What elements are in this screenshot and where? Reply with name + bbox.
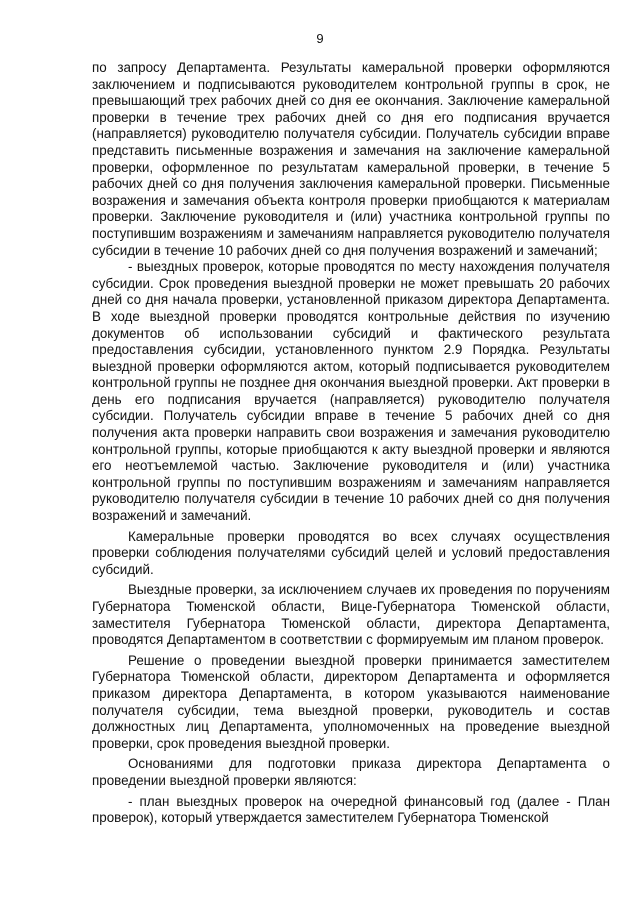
paragraph-onsite-inspections: - выездных проверок, которые проводятся по месту нахождения получателя субсидии. Срок проведения выездной проверки не может превышать 20 рабочих дней со дня начала проверки, установленной приказом директора Департамента. В ходе выездной проверки проводятся контрольные действия по изучению документов об использовании субсидий и фактического результата предоставления субсидии, установленного пунктом 2.9 Порядка. Результаты выездной проверки оформляются актом, который подписывается руководителем контрольной группы не позднее дня окончания выездной проверки. Акт проверки в день его подписания вручается (направляется) руководителю получателя субсидии. Получатель субсидии вправе в течение 5 рабочих дней со дня получения акта проверки направить свои возражения и замечания руководителю контрольной группы, которые приобщаются к акту выездной проверки и являются его неотъемлемой частью. Заключение руководителя и (или) участника контрольной группы по поступившим возражениям и замечаниям направляется руководителю получателя субсидии в течение 10 рабочих дней со дня получения возражений и замечаний. (92, 259, 611, 524)
page-number: 9 (316, 31, 324, 46)
paragraph-onsite-exceptions: Выездные проверки, за исключением случаев их проведения по поручениям Губернатора Тюменской области, Вице-Губернатора Тюменской области, заместителя Губернатора Тюменской области, директора Департамента, проводятся Департаментом в соответствии с формируемым им планом проверок. (92, 582, 610, 648)
paragraph-continuation: по запросу Департамента. Результаты камеральной проверки оформляются заключением и подписываются руководителем контрольной группы в срок, не превышающий трех рабочих дней со дня ее окончания. Заключение камеральной проверки в течение трех рабочих дней со дня его подписания вручается (направляется) руководителю получателя субсидии. Получатель субсидии вправе представить письменные возражения и замечания на заключение камеральной проверки, оформленное по результатам камеральной проверки, в течение 5 рабочих дней со дня получения заключения камеральной проверки. Письменные возражения и замечания объекта контроля проверки приобщаются к материалам проверки. Заключение руководителя и (или) участника контрольной группы по поступившим возражениям и замечаниям направляется руководителю получателя субсидии в течение 10 рабочих дней со дня получения возражений и замечаний; (92, 60, 610, 258)
paragraph-inspection-plan: - план выездных проверок на очередной финансовый год (далее - План проверок), который утверждается заместителем Губернатора Тюменской (92, 793, 610, 826)
paragraph-onsite-decision: Решение о проведении выездной проверки принимается заместителем Губернатора Тюменской области, директором Департамента и оформляется приказом директора Департамента, в котором указываются наименование получателя субсидии, тема выездной проверки, руководитель и состав должностных лиц Департамента, уполномоченных на проведение выездной проверки, срок проведения выездной проверки. (92, 652, 610, 751)
paragraph-order-grounds: Основаниями для подготовки приказа директора Департамента о проведении выездной проверки являются: (92, 756, 610, 788)
paragraph-desk-inspections: Камеральные проверки проводятся во всех случаях осуществления проверки соблюдения получателями субсидий целей и условий предоставления субсидий. (92, 528, 610, 577)
document-body (92, 60, 610, 827)
